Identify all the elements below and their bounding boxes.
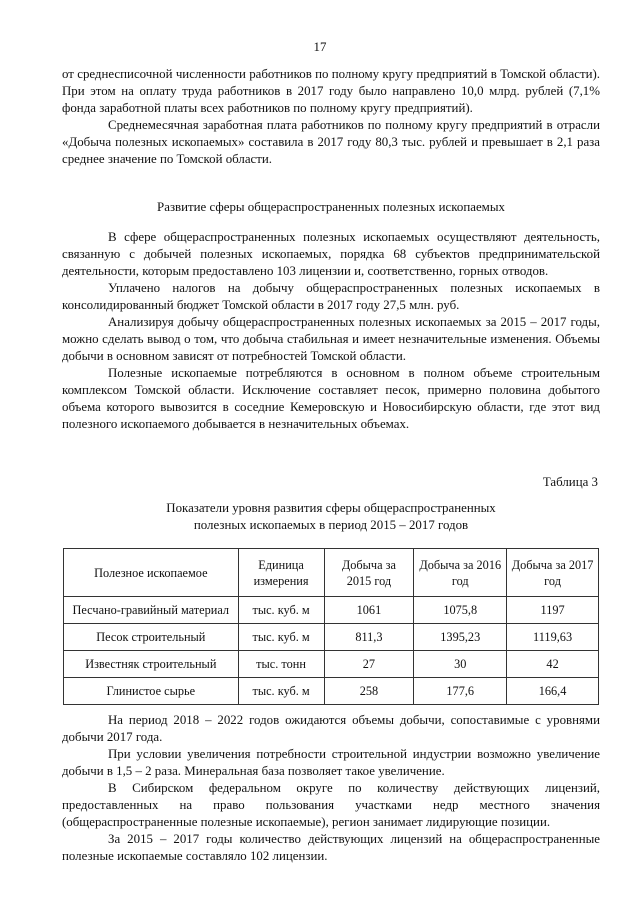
column-header: Добыча за 2016 год bbox=[414, 549, 507, 597]
table-cell: 811,3 bbox=[324, 624, 414, 651]
paragraph: Анализируя добычу общераспространенных полезных ископаемых за 2015 – 2017 годы, можно сделать вывод о том, что добыча стабильная и имеет незначительные изменения. Объемы добычи в основном зависят от потребностей Томской области. bbox=[62, 315, 600, 363]
table-row bbox=[64, 678, 599, 705]
table-cell: 1197 bbox=[507, 597, 599, 624]
table-cell: тыс. куб. м bbox=[238, 678, 324, 705]
table-cell: Песчано-гравийный материал bbox=[64, 597, 239, 624]
table-cell: Песок строительный bbox=[64, 624, 239, 651]
paragraph: В Сибирском федеральном округе по количеству действующих лицензий, предоставленных на право пользования участками недр местного значения (общераспространенные полезные ископаемые), регион занимает лидирующие позиции. bbox=[62, 781, 600, 829]
column-header: Полезное ископаемое bbox=[64, 549, 239, 597]
table-row bbox=[64, 624, 599, 651]
table-cell: Известняк строительный bbox=[64, 651, 239, 678]
paragraph: Среднемесячная заработная плата работников по полному кругу предприятий в отрасли «Добыча полезных ископаемых» составила в 2017 году 80,3 тыс. рублей и превышает в 2,1 раза среднее значение по Томской области. bbox=[62, 118, 600, 166]
paragraph: При условии увеличения потребности строительной индустрии возможно увеличение добычи в 1,5 – 2 раза. Минеральная база позволяет такое увеличение. bbox=[62, 747, 600, 778]
paragraph: В сфере общераспространенных полезных ископаемых осуществляют деятельность, связанную с добычей полезных ископаемых, порядка 68 субъектов предпринимательской деятельности, которым предоставлено 103 лицензии и, соответственно, горных отводов. bbox=[62, 230, 600, 278]
table-cell: 258 bbox=[324, 678, 414, 705]
page-number: 17 bbox=[313, 40, 327, 54]
paragraph: от среднесписочной численности работников по полному кругу предприятий в Томской области). При этом на оплату труда работников в 2017 году было направлено 10,0 млрд. рублей (7,1% фонда заработной платы всех работников по полному кругу предприятий). bbox=[62, 67, 600, 115]
table-label: Таблица 3 bbox=[542, 475, 598, 489]
paragraph: За 2015 – 2017 годы количество действующих лицензий на общераспространенные полезные ископаемые составляло 102 лицензии. bbox=[62, 832, 600, 863]
table-cell: 1119,63 bbox=[507, 624, 599, 651]
closing-text bbox=[62, 712, 600, 865]
paragraph: Уплачено налогов на добычу общераспространенных полезных ископаемых в консолидированный бюджет Томской области в 2017 году 27,5 млн. руб. bbox=[62, 281, 600, 312]
table-cell: тыс. куб. м bbox=[238, 597, 324, 624]
table-cell: 177,6 bbox=[414, 678, 507, 705]
table-cell: Глинистое сырье bbox=[64, 678, 239, 705]
table-cell: 1061 bbox=[324, 597, 414, 624]
section-text bbox=[62, 229, 600, 433]
table-cell: тыс. тонн bbox=[238, 651, 324, 678]
table-cell: 166,4 bbox=[507, 678, 599, 705]
column-header: Добыча за 2017 год bbox=[507, 549, 599, 597]
table-row bbox=[64, 597, 599, 624]
table-cell: 42 bbox=[507, 651, 599, 678]
table-cell: 27 bbox=[324, 651, 414, 678]
section-heading: Развитие сферы общераспространенных полезных ископаемых bbox=[157, 200, 505, 214]
table-cell: тыс. куб. м bbox=[238, 624, 324, 651]
table-caption bbox=[62, 500, 600, 534]
table-row bbox=[64, 651, 599, 678]
column-header: Добыча за 2015 год bbox=[324, 549, 414, 597]
table-header-row bbox=[64, 549, 599, 597]
table-caption-line: Показатели уровня развития сферы общераспространенных bbox=[166, 501, 496, 515]
paragraph: На период 2018 – 2022 годов ожидаются объемы добычи, сопоставимые с уровнями добычи 2017 года. bbox=[62, 713, 600, 744]
table-caption-line: полезных ископаемых в период 2015 – 2017 годов bbox=[193, 518, 469, 532]
table-cell: 1075,8 bbox=[414, 597, 507, 624]
paragraph: Полезные ископаемые потребляются в основном в полном объеме строительным комплексом Томской области. Исключение составляет песок, примерно половина добытого объема которого вывозится в соседние Кемеровскую и Новосибирскую области, где этот вид полезного ископаемого добывается в незначительных объемах. bbox=[62, 366, 600, 431]
intro-text bbox=[62, 66, 600, 168]
table-cell: 30 bbox=[414, 651, 507, 678]
production-table bbox=[63, 548, 599, 705]
column-header: Единица измерения bbox=[238, 549, 324, 597]
table-cell: 1395,23 bbox=[414, 624, 507, 651]
